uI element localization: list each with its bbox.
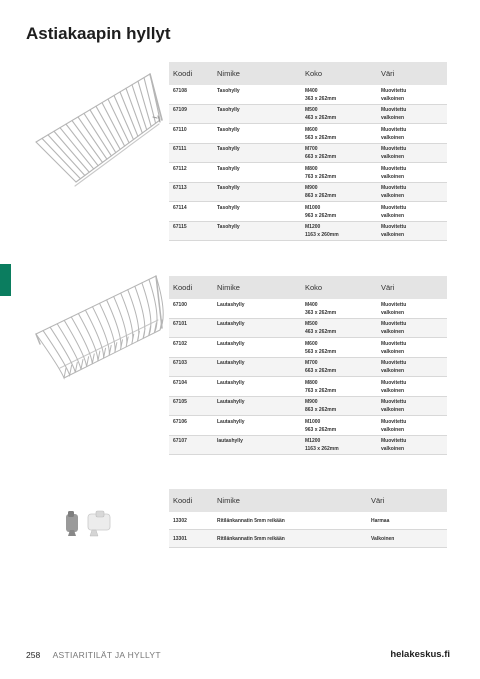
cell-text: 663 x 262mm <box>305 368 337 374</box>
table-row <box>169 104 447 124</box>
plate-rack-table <box>169 276 447 455</box>
table-row <box>169 512 447 530</box>
cell-text: Tasohylly <box>217 224 240 230</box>
table-row <box>169 299 447 318</box>
table-cell <box>213 338 301 358</box>
table-cell <box>301 85 377 104</box>
table-cell <box>377 104 447 124</box>
column-header: Koko <box>301 276 377 299</box>
table-cell <box>367 530 447 548</box>
cell-text: valkoinen <box>381 134 405 141</box>
footer-left <box>26 650 161 660</box>
cell-text: Muovitettu <box>381 399 407 405</box>
table-cell <box>213 357 301 377</box>
table-row <box>169 163 447 183</box>
cell-text: valkoinen <box>381 426 405 433</box>
table-cell <box>213 104 301 124</box>
cell-text: Lautashylly <box>217 399 245 405</box>
cell-text: Muovitettu <box>381 146 407 152</box>
cell-text: Muovitettu <box>381 224 407 230</box>
table-cell <box>169 124 213 144</box>
table-cell <box>213 202 301 222</box>
table-row <box>169 221 447 241</box>
cell-text: M900 <box>305 399 318 405</box>
table-row <box>169 182 447 202</box>
cell-text: M900 <box>305 185 318 191</box>
table-row <box>169 124 447 144</box>
table-cell <box>169 104 213 124</box>
cell-text: Muovitettu <box>381 360 407 366</box>
table-cell <box>213 396 301 416</box>
table-cell <box>213 299 301 318</box>
cell-text: valkoinen <box>381 232 405 238</box>
cell-text: Muovitettu <box>381 301 407 308</box>
cell-text: 1163 x 260mm <box>305 232 339 238</box>
table-cell <box>377 416 447 436</box>
cell-text: 67100 <box>173 301 187 308</box>
table-cell <box>301 202 377 222</box>
shelf-wire <box>96 106 120 149</box>
table-cell <box>377 202 447 222</box>
column-header: Väri <box>367 489 447 512</box>
table-row <box>169 202 447 222</box>
table-cell <box>213 318 301 338</box>
cell-text: Lautashylly <box>217 340 245 347</box>
table-cell <box>377 221 447 241</box>
cell-text: Tasohylly <box>217 185 240 191</box>
cell-text: valkoinen <box>381 95 405 102</box>
table-cell <box>377 85 447 104</box>
cell-text: 963 x 262mm <box>305 426 337 433</box>
table-cell <box>169 357 213 377</box>
cell-text: Lautashylly <box>217 301 245 308</box>
cell-text: 863 x 262mm <box>305 407 337 413</box>
cell-text: valkoinen <box>381 154 405 160</box>
table-cell <box>213 530 367 548</box>
cell-text: 1163 x 262mm <box>305 446 339 452</box>
flat-shelf-table <box>169 62 447 241</box>
table-cell <box>169 377 213 397</box>
table-row <box>169 143 447 163</box>
wire-plate-rack-image <box>30 272 164 390</box>
column-header: Koodi <box>169 276 213 299</box>
rack-wire <box>149 279 157 332</box>
cell-text: Muovitettu <box>381 340 407 347</box>
table-cell <box>301 221 377 241</box>
cell-text: M800 <box>305 379 318 386</box>
table-cell <box>169 85 213 104</box>
table-cell <box>301 104 377 124</box>
cell-text: 67106 <box>173 418 187 425</box>
shelf-wire <box>144 78 156 124</box>
table-cell <box>377 435 447 455</box>
shelf-support-clips-image <box>62 506 120 538</box>
cell-text: valkoinen <box>381 446 405 452</box>
cell-text: 67103 <box>173 360 187 366</box>
cell-text: Tasohylly <box>217 107 240 113</box>
cell-text: valkoinen <box>381 212 405 219</box>
cell-text: valkoinen <box>381 368 405 374</box>
column-header: Väri <box>377 62 447 85</box>
table-row <box>169 435 447 455</box>
brand-website: helakeskus.fi <box>390 649 450 660</box>
table-cell <box>301 416 377 436</box>
shelf-wire <box>90 110 116 153</box>
column-header: Väri <box>377 276 447 299</box>
cell-text: 763 x 262mm <box>305 387 337 394</box>
cell-text: M500 <box>305 107 318 113</box>
column-header: Koodi <box>169 62 213 85</box>
shelf-wire <box>132 85 147 130</box>
table-cell <box>377 124 447 144</box>
table-cell <box>377 182 447 202</box>
table-header-row <box>169 62 447 85</box>
table-header-row <box>169 489 447 512</box>
table-cell <box>213 221 301 241</box>
table-cell <box>213 163 301 183</box>
cell-text: 763 x 262mm <box>305 173 337 180</box>
table-cell <box>213 512 367 530</box>
cell-text: Ritilänkannatin 5mm reikään <box>217 518 285 524</box>
shelf-wire <box>138 81 151 126</box>
table-cell <box>213 416 301 436</box>
cell-text: Ritilänkannatin 5mm reikään <box>217 536 285 542</box>
page-title: Astiakaapin hyllyt <box>26 24 171 43</box>
cell-text: 463 x 262mm <box>305 329 337 335</box>
cell-text: Muovitettu <box>381 418 407 425</box>
table-cell <box>169 163 213 183</box>
table-cell <box>169 416 213 436</box>
table-cell <box>301 435 377 455</box>
table-cell <box>377 299 447 318</box>
cell-text: 67108 <box>173 87 187 94</box>
table-cell <box>213 435 301 455</box>
cell-text: 67114 <box>173 204 187 211</box>
cell-text: M400 <box>305 301 318 308</box>
table-cell <box>169 318 213 338</box>
cell-text: 663 x 262mm <box>305 154 337 160</box>
cell-text: M600 <box>305 126 318 133</box>
table-row <box>169 338 447 358</box>
shelf-wire <box>84 113 111 156</box>
cell-text: Muovitettu <box>381 204 407 211</box>
table-cell <box>377 163 447 183</box>
cell-text: 863 x 262mm <box>305 193 337 199</box>
cell-text: 67105 <box>173 399 187 405</box>
table-row <box>169 530 447 548</box>
cell-text: M1000 <box>305 418 321 425</box>
shelf-wire <box>78 117 107 159</box>
cell-text: Tasohylly <box>217 165 240 172</box>
cell-text: 67112 <box>173 165 187 172</box>
column-header: Koodi <box>169 489 213 512</box>
cell-text: valkoinen <box>381 173 405 180</box>
cell-text: Muovitettu <box>381 438 407 444</box>
table-cell <box>367 512 447 530</box>
table-cell <box>301 338 377 358</box>
table-cell <box>169 512 213 530</box>
cell-text: M1200 <box>305 224 321 230</box>
cell-text: 67101 <box>173 321 187 327</box>
table-cell <box>377 338 447 358</box>
table-row <box>169 377 447 397</box>
cell-text: Muovitettu <box>381 126 407 133</box>
table-cell <box>301 124 377 144</box>
cell-text: Tasohylly <box>217 146 240 152</box>
cell-text: Valkoinen <box>371 536 395 542</box>
cell-text: M600 <box>305 340 318 347</box>
cell-text: valkoinen <box>381 329 405 335</box>
cell-text: valkoinen <box>381 387 405 394</box>
table-cell <box>377 377 447 397</box>
cell-text: Muovitettu <box>381 87 407 94</box>
table-row <box>169 85 447 104</box>
table-header-row <box>169 276 447 299</box>
cell-text: valkoinen <box>381 309 405 316</box>
table-cell <box>169 530 213 548</box>
cell-text: Muovitettu <box>381 185 407 191</box>
table-cell <box>301 163 377 183</box>
cell-text: M700 <box>305 146 318 152</box>
cell-text: M1200 <box>305 438 321 444</box>
table-cell <box>213 377 301 397</box>
cell-text: Muovitettu <box>381 321 407 327</box>
table-row <box>169 357 447 377</box>
cell-text: Muovitettu <box>381 107 407 113</box>
cell-text: 67110 <box>173 126 187 133</box>
cell-text: Muovitettu <box>381 165 407 172</box>
table-cell <box>169 338 213 358</box>
table-cell <box>213 143 301 163</box>
cell-text: 13301 <box>173 536 187 542</box>
cell-text: M500 <box>305 321 318 327</box>
cell-text: Lautashylly <box>217 360 245 366</box>
cell-text: Tasohylly <box>217 204 240 211</box>
table-cell <box>301 299 377 318</box>
table-cell <box>169 182 213 202</box>
cell-text: 563 x 262mm <box>305 134 337 141</box>
table-cell <box>169 396 213 416</box>
cell-text: valkoinen <box>381 348 405 355</box>
cell-text: M800 <box>305 165 318 172</box>
cell-text: Muovitettu <box>381 379 407 386</box>
cell-text: 67109 <box>173 107 187 113</box>
shelf-wire <box>36 142 76 182</box>
table-cell <box>301 396 377 416</box>
page-number: 258 <box>26 650 41 660</box>
cell-text: 963 x 262mm <box>305 212 337 219</box>
cell-text: 67107 <box>173 438 187 444</box>
cell-text: 67102 <box>173 340 187 347</box>
cell-text: Lautashylly <box>217 379 245 386</box>
cell-text: 13302 <box>173 518 187 524</box>
table-cell <box>301 357 377 377</box>
rack-wire <box>43 331 72 376</box>
cell-text: M400 <box>305 87 318 94</box>
table-cell <box>213 124 301 144</box>
table-cell <box>213 182 301 202</box>
table-cell <box>301 318 377 338</box>
table-cell <box>377 357 447 377</box>
table-cell <box>301 377 377 397</box>
column-header: Nimike <box>213 276 301 299</box>
shelf-support-table <box>169 489 447 548</box>
cell-text: M700 <box>305 360 318 366</box>
cell-text: Lautashylly <box>217 321 245 327</box>
table-cell <box>301 143 377 163</box>
cell-text: Lautashylly <box>217 418 245 425</box>
shelf-wire <box>42 138 80 178</box>
cell-text: 563 x 262mm <box>305 348 337 355</box>
table-row <box>169 416 447 436</box>
cell-text: 67115 <box>173 224 187 230</box>
rack-wire <box>36 334 66 378</box>
table-cell <box>169 221 213 241</box>
table-cell <box>377 143 447 163</box>
cell-text: 67111 <box>173 146 187 152</box>
cell-text: 463 x 262mm <box>305 115 337 121</box>
table-cell <box>169 435 213 455</box>
cell-text: valkoinen <box>381 193 405 199</box>
table-cell <box>169 202 213 222</box>
cell-text: Tasohylly <box>217 87 240 94</box>
table-cell <box>377 318 447 338</box>
table-row <box>169 318 447 338</box>
cell-text: 67113 <box>173 185 187 191</box>
column-header: Koko <box>301 62 377 85</box>
cell-text: valkoinen <box>381 407 405 413</box>
cell-text: 363 x 262mm <box>305 95 337 102</box>
table-cell <box>301 182 377 202</box>
cell-text: 67104 <box>173 379 187 386</box>
cell-text: Harmaa <box>371 518 390 524</box>
wire-flat-shelf-image <box>28 68 164 196</box>
section-tab-marker <box>0 264 11 296</box>
cell-text: valkoinen <box>381 115 405 121</box>
cell-text: Tasohylly <box>217 126 240 133</box>
section-name: ASTIARITILÄT JA HYLLYT <box>52 650 161 660</box>
table-cell <box>169 143 213 163</box>
cell-text: M1000 <box>305 204 321 211</box>
table-cell <box>377 396 447 416</box>
shelf-wire <box>72 121 103 163</box>
table-cell <box>213 85 301 104</box>
cell-text: 363 x 262mm <box>305 309 337 316</box>
column-header: Nimike <box>213 489 367 512</box>
column-header: Nimike <box>213 62 301 85</box>
table-row <box>169 396 447 416</box>
table-cell <box>169 299 213 318</box>
cell-text: lautashylly <box>217 438 243 444</box>
